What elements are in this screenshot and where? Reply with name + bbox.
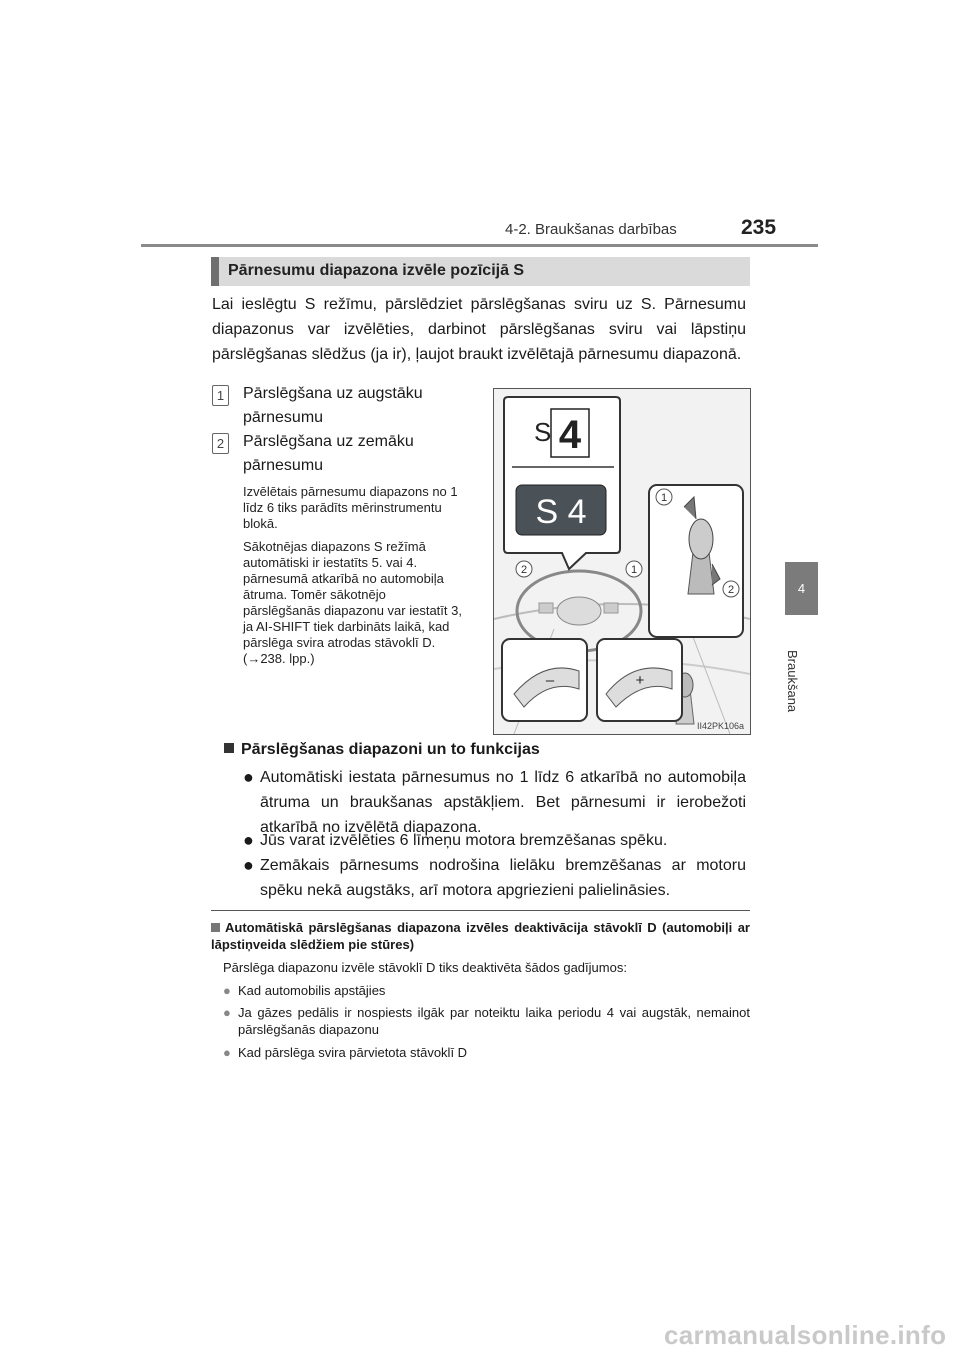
square-bullet-icon — [224, 743, 234, 753]
item-text: Pārslēgšana uz zemāku pārnesumu — [243, 433, 414, 474]
footnote-list-item — [223, 1004, 750, 1038]
callout-label: 2 — [520, 564, 528, 576]
round-bullet-icon: ● — [243, 830, 254, 850]
chapter-label: Braukšana — [785, 650, 800, 713]
intro-paragraph: Lai ieslēgtu S režīmu, pārslēdziet pārslēgšanas sviru uz S. Pārnesumu diapazonus var izvēlēties, darbinot pārslēgšanas sviru vai lāpstiņu pārslēgšanas slēdžus (ja ir), ļaujot braukt izvēlētajā pārnesumu diapazonā. — [212, 296, 746, 363]
figure-code: II42PK106a — [696, 721, 744, 731]
illustration-svg — [494, 389, 750, 734]
footnote-bullet-text: Kad pārslēga svira pārvietota stāvoklī D — [238, 1045, 468, 1060]
list-item — [243, 828, 746, 853]
display-s-letter: S — [534, 417, 552, 447]
display-s4: S 4 — [535, 493, 587, 531]
square-bullet-icon — [211, 923, 220, 932]
display-digit: 4 — [558, 413, 582, 457]
round-bullet-icon: ● — [223, 1045, 231, 1060]
note-paragraph: Izvēlētais pārnesumu diapazons no 1 līdz 6 tiks parādīts mērinstrumentu blokā. — [243, 484, 458, 531]
item-number-badge: 1 — [212, 385, 229, 406]
plus-sign: + — [635, 672, 645, 689]
footnote-list-item — [223, 1044, 750, 1061]
round-bullet-icon: ● — [223, 983, 231, 998]
footnote-text: Pārslēga diapazonu izvēle stāvoklī D tiks deaktivēta šādos gadījumos: — [223, 960, 627, 975]
footnote-bullet-text: Kad automobilis apstājies — [238, 983, 386, 998]
callout-label: 1 — [630, 564, 638, 576]
bullet-text: Automātiski iestata pārnesumus no 1 līdz 6 atkarībā no automobiļa ātruma un braukšanas apstākļiem. Bet pārnesumi ir ierobežoti atkarībā no izvēlētā diapazona. — [260, 769, 746, 836]
round-bullet-icon: ● — [223, 1005, 231, 1020]
footnote-rule — [211, 910, 750, 911]
gear-shift-illustration — [493, 388, 751, 735]
list-item — [243, 853, 746, 903]
bullet-text: Jūs varat izvēlēties 6 līmeņu motora bremzēšanas spēku. — [260, 832, 668, 849]
callout-label: 2 — [727, 584, 735, 596]
subsection-title: Pārslēgšanas diapazoni un to funkcijas — [241, 741, 540, 758]
subsection-heading — [224, 741, 540, 759]
item-text: Pārslēgšana uz augstāku pārnesumu — [243, 385, 423, 426]
page-number: 235 — [741, 216, 777, 239]
callout-label: 1 — [660, 492, 668, 504]
footnote-bullet-text: Ja gāzes pedālis ir nospiests ilgāk par noteiktu laika periodu 4 vai augstāk, nemainot pārslēgšanās diapazonu — [238, 1005, 750, 1037]
item-number-badge: 2 — [212, 433, 229, 454]
header-rule — [141, 244, 818, 247]
footnote-title: Automātiskā pārslēgšanas diapazona izvēles deaktivācija stāvoklī D (automobiļi ar lāpstiņveida slēdžiem pie stūres) — [211, 920, 750, 952]
section-title-bar — [211, 257, 219, 286]
running-header-section: 4-2. Braukšanas darbības — [505, 221, 677, 238]
round-bullet-icon: ● — [243, 767, 254, 787]
round-bullet-icon: ● — [243, 855, 254, 875]
footnote-list-item — [223, 982, 750, 999]
chapter-tab: 4 — [785, 562, 818, 615]
section-title: Pārnesumu diapazona izvēle pozīcijā S — [228, 262, 525, 279]
footnote-heading — [211, 919, 750, 953]
minus-sign: – — [545, 672, 555, 689]
bullet-text: Zemākais pārnesums nodrošina lielāku bremzēšanas ar motoru spēku nekā augstāks, arī motora apgriezieni palielināsies. — [260, 857, 746, 899]
note-paragraph: Sākotnējas diapazons S režīmā automātiski ir iestatīts 5. vai 4. pārnesumā atkarībā no automobiļa ātruma. Tomēr sākotnējo pārslēgšanās diapazonu var iestatīt 3, ja AI-SHIFT tiek darbināts laikā, kad pārslēga svira atrodas stāvoklī D. (→238. lpp.) — [243, 539, 462, 666]
watermark: carmanualsonline.info — [664, 1320, 947, 1350]
